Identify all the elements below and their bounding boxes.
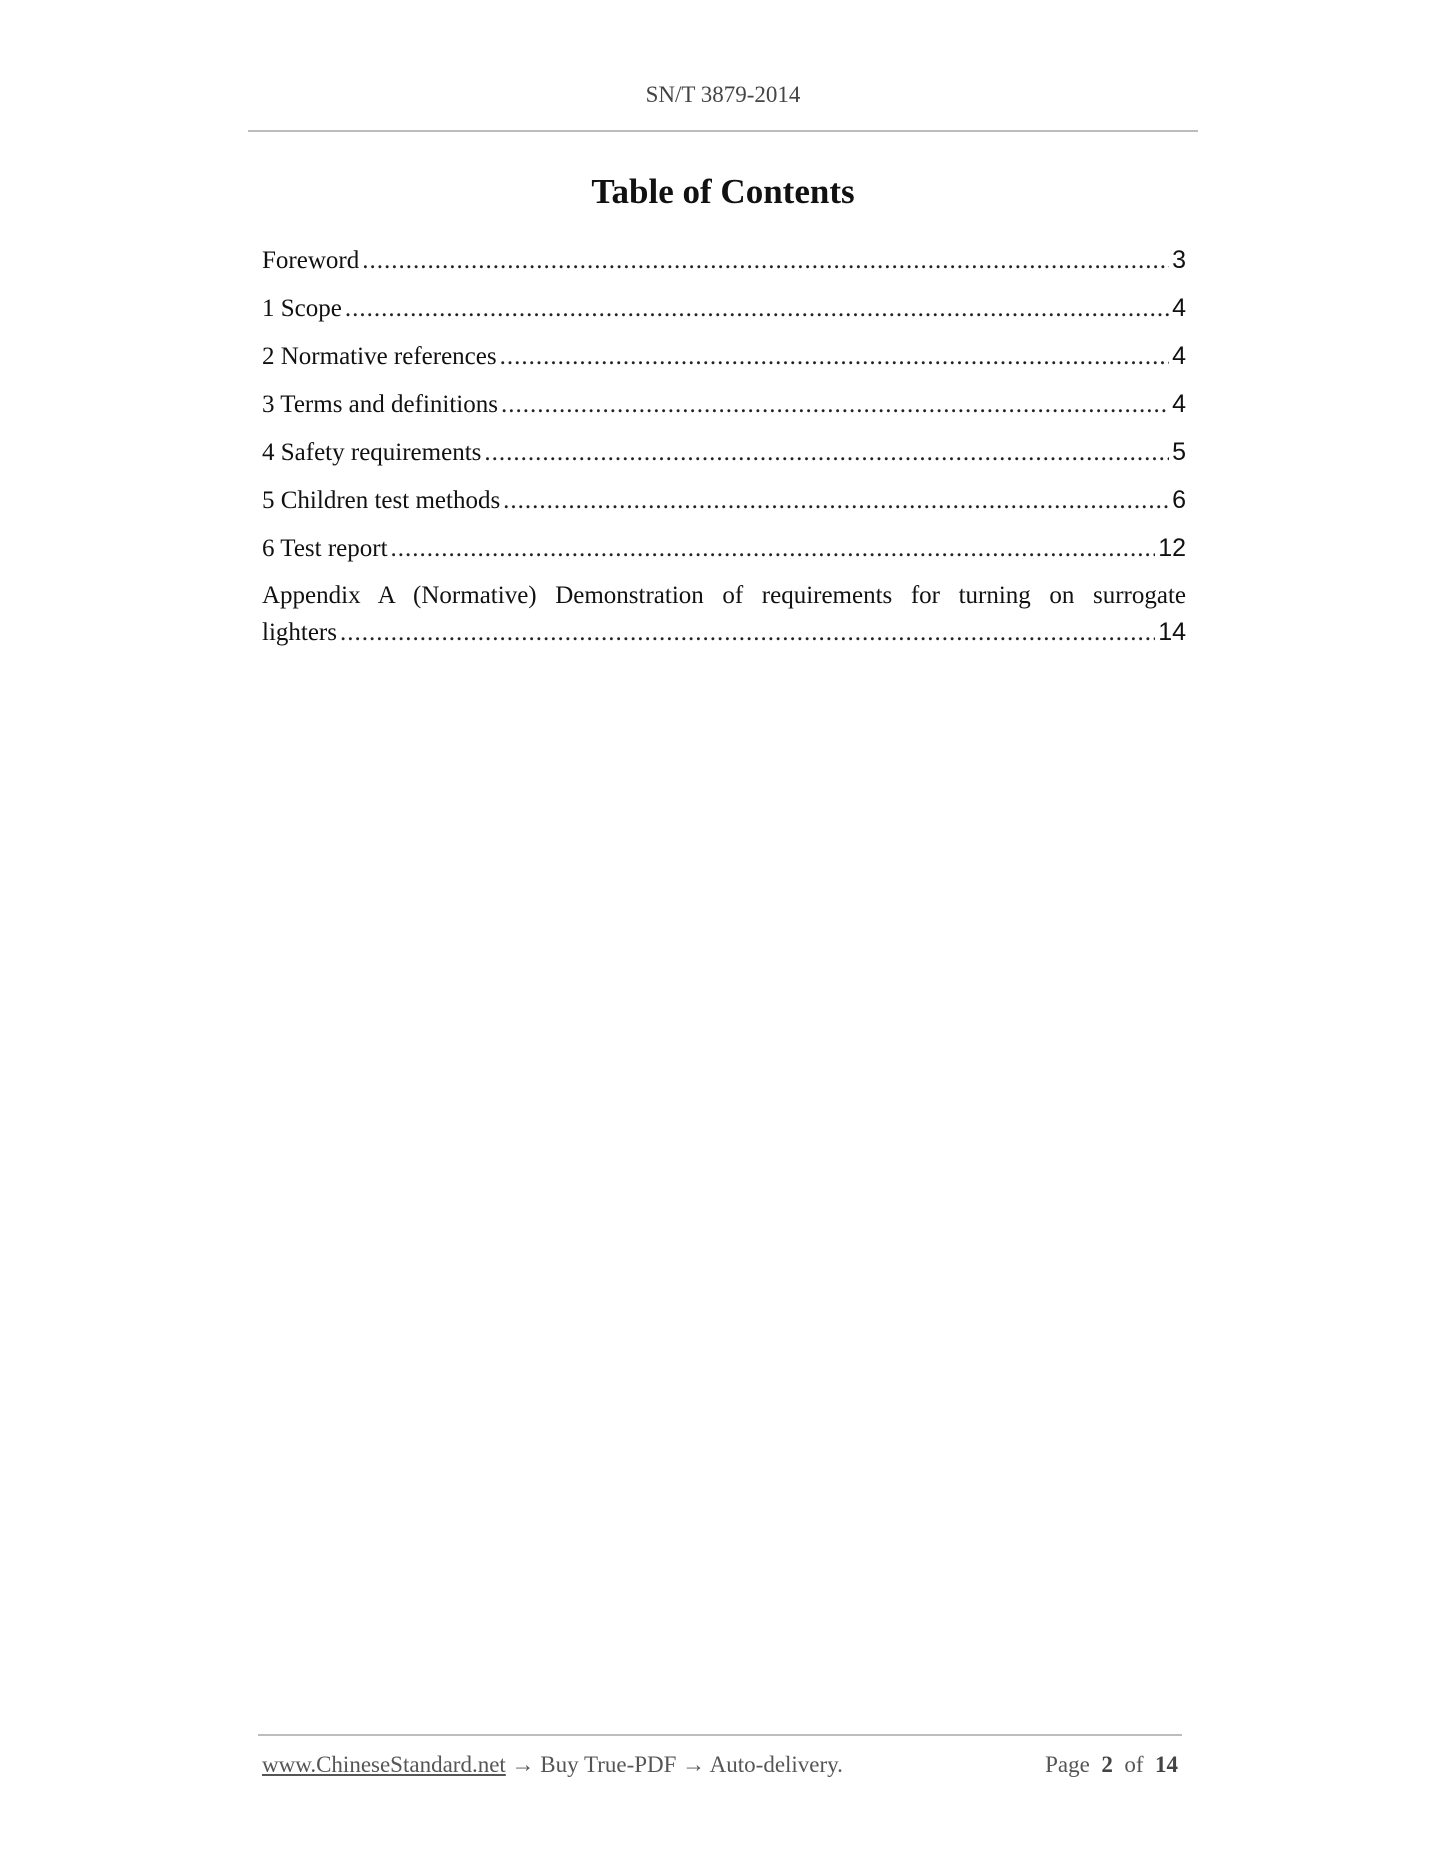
toc-leader-dots: [340, 615, 1155, 651]
website-link[interactable]: www.ChineseStandard.net: [262, 1752, 506, 1777]
toc-leader-dots: [500, 339, 1169, 375]
page-number: [1045, 1752, 1178, 1778]
toc-entry-page: 4: [1172, 294, 1186, 322]
toc-entry-label: 6 Test report: [262, 535, 388, 562]
toc-entry-normative-references[interactable]: [262, 338, 1186, 386]
page-total: 14: [1155, 1752, 1178, 1777]
toc-entry-foreword[interactable]: [262, 242, 1186, 290]
toc-title: Table of Contents: [591, 172, 855, 211]
toc-entry-safety-requirements[interactable]: [262, 434, 1186, 482]
toc-entry-label: 4 Safety requirements: [262, 439, 482, 466]
toc-entry-page: 6: [1172, 486, 1186, 514]
footer-promo: [262, 1752, 843, 1778]
toc-leader-dots: [501, 387, 1169, 423]
toc-entry-page: 3: [1172, 246, 1186, 274]
toc-entry-test-report[interactable]: [262, 530, 1186, 578]
page-current: 2: [1101, 1752, 1113, 1777]
toc-leader-dots: [345, 291, 1169, 327]
toc-entry-page: 4: [1172, 390, 1186, 418]
running-header: SN/T 3879-2014: [645, 82, 801, 107]
toc-entry-children-test-methods[interactable]: [262, 482, 1186, 530]
page-word: Page: [1045, 1752, 1090, 1777]
toc-entry-label: Foreword: [262, 247, 360, 274]
toc-entry-appendix-a[interactable]: [262, 578, 1186, 651]
toc-entry-label-line2: lighters: [262, 619, 337, 646]
toc-leader-dots: [484, 435, 1169, 471]
table-of-contents: [262, 242, 1186, 651]
toc-leader-dots: [362, 243, 1169, 279]
toc-entry-terms-definitions[interactable]: [262, 386, 1186, 434]
toc-entry-label-line1: Appendix A (Normative) Demonstration of requirements for turning on surrogate: [262, 582, 1186, 609]
toc-entry-label: 2 Normative references: [262, 343, 497, 370]
toc-entry-label: 5 Children test methods: [262, 487, 501, 514]
toc-entry-label: 3 Terms and definitions: [262, 391, 498, 418]
of-word: of: [1124, 1752, 1144, 1777]
footer-promo-text: → Buy True-PDF → Auto-delivery.: [505, 1752, 843, 1777]
toc-leader-dots: [503, 483, 1169, 519]
toc-leader-dots: [391, 531, 1156, 567]
toc-entry-page: 4: [1172, 342, 1186, 370]
toc-entry-page: 5: [1172, 438, 1186, 466]
footer-divider: [258, 1734, 1182, 1736]
toc-entry-scope[interactable]: [262, 290, 1186, 338]
toc-entry-page: 14: [1158, 618, 1186, 646]
toc-entry-label: 1 Scope: [262, 295, 342, 322]
header-divider: [248, 130, 1198, 132]
toc-entry-page: 12: [1158, 534, 1186, 562]
page-footer: [262, 1752, 1178, 1778]
